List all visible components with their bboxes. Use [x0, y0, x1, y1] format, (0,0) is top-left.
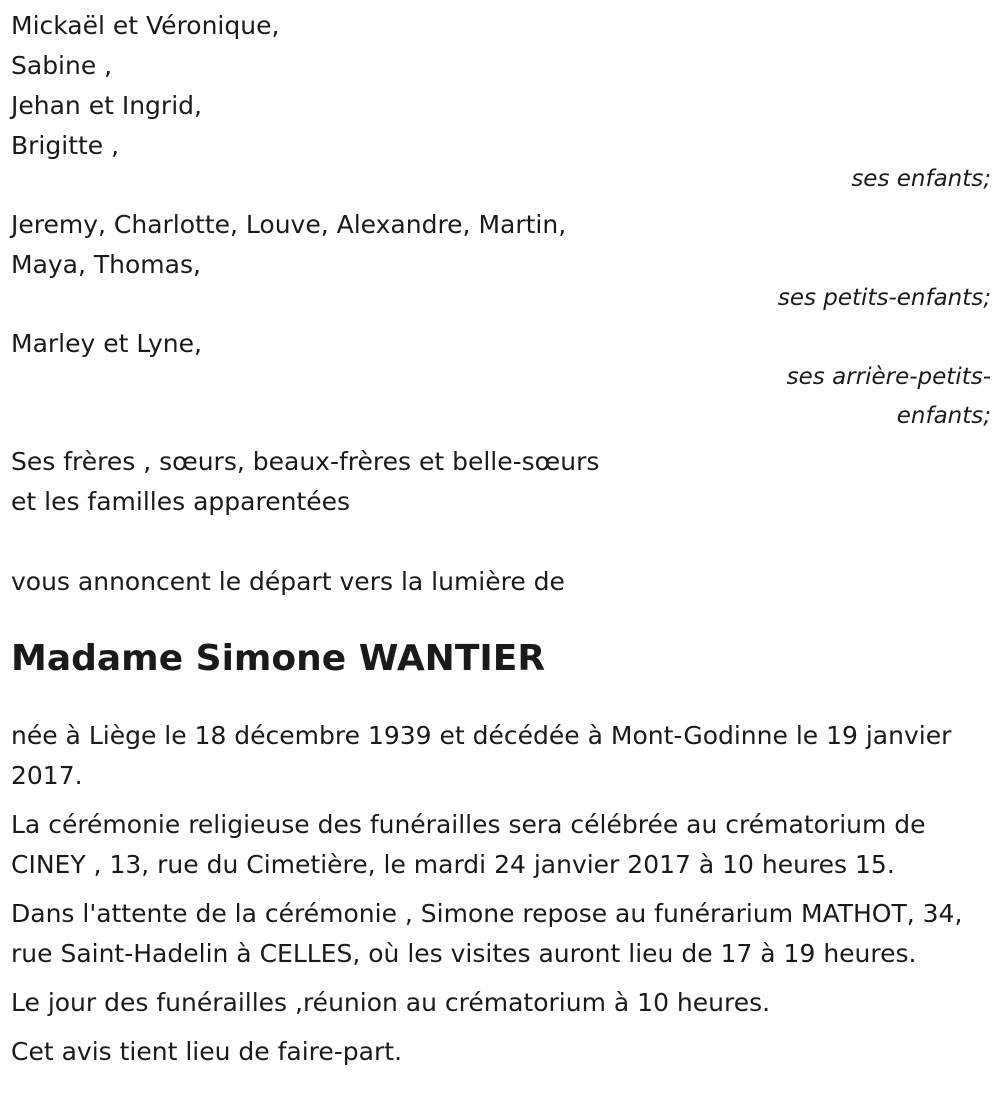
great-grandchildren-role: enfants;: [896, 403, 991, 429]
child-line: Mickaël et Véronique,: [11, 11, 280, 40]
visitation-paragraph: Dans l'attente de la cérémonie , Simone repose au funérarium MATHOT, 34, rue Saint-Hadelin à CELLES, où les visites auront lieu de 17 à 19 heures.: [11, 899, 963, 968]
children-role: ses enfants;: [851, 166, 991, 192]
obituary-notice: [11, 6, 991, 1072]
relatives-group: [11, 442, 991, 522]
meeting-paragraph: Le jour des funérailles ,réunion au crématorium à 10 heures.: [11, 988, 771, 1017]
ceremony-paragraph: La cérémonie religieuse des funérailles sera célébrée au crématorium de CINEY , 13, rue du Cimetière, le mardi 24 janvier 2017 à 10 heures 15.: [11, 810, 926, 879]
grandchildren-group: [11, 205, 991, 318]
grandchild-line: Jeremy, Charlotte, Louve, Alexandre, Martin,: [11, 210, 567, 239]
child-line: Jehan et Ingrid,: [11, 91, 202, 120]
deceased-name: Madame Simone WANTIER: [11, 638, 546, 679]
grandchildren-role: ses petits-enfants;: [777, 285, 991, 311]
birth-death-paragraph: née à Liège le 18 décembre 1939 et décédée à Mont-Godinne le 19 janvier 2017.: [11, 721, 952, 790]
relatives-line: et les familles apparentées: [11, 487, 351, 516]
child-line: Sabine ,: [11, 51, 113, 80]
child-line: Brigitte ,: [11, 131, 120, 160]
closing-paragraph: Cet avis tient lieu de faire-part.: [11, 1037, 403, 1066]
grandchild-line: Maya, Thomas,: [11, 250, 201, 279]
announcement-text: vous annoncent le départ vers la lumière de: [11, 567, 565, 596]
relatives-line: Ses frères , sœurs, beaux-frères et belle-sœurs: [11, 447, 600, 476]
great-grandchildren-role: ses arrière-petits-: [786, 364, 991, 390]
great-grandchild-line: Marley et Lyne,: [11, 329, 202, 358]
children-group: [11, 6, 991, 199]
great-grandchildren-group: [11, 324, 991, 436]
